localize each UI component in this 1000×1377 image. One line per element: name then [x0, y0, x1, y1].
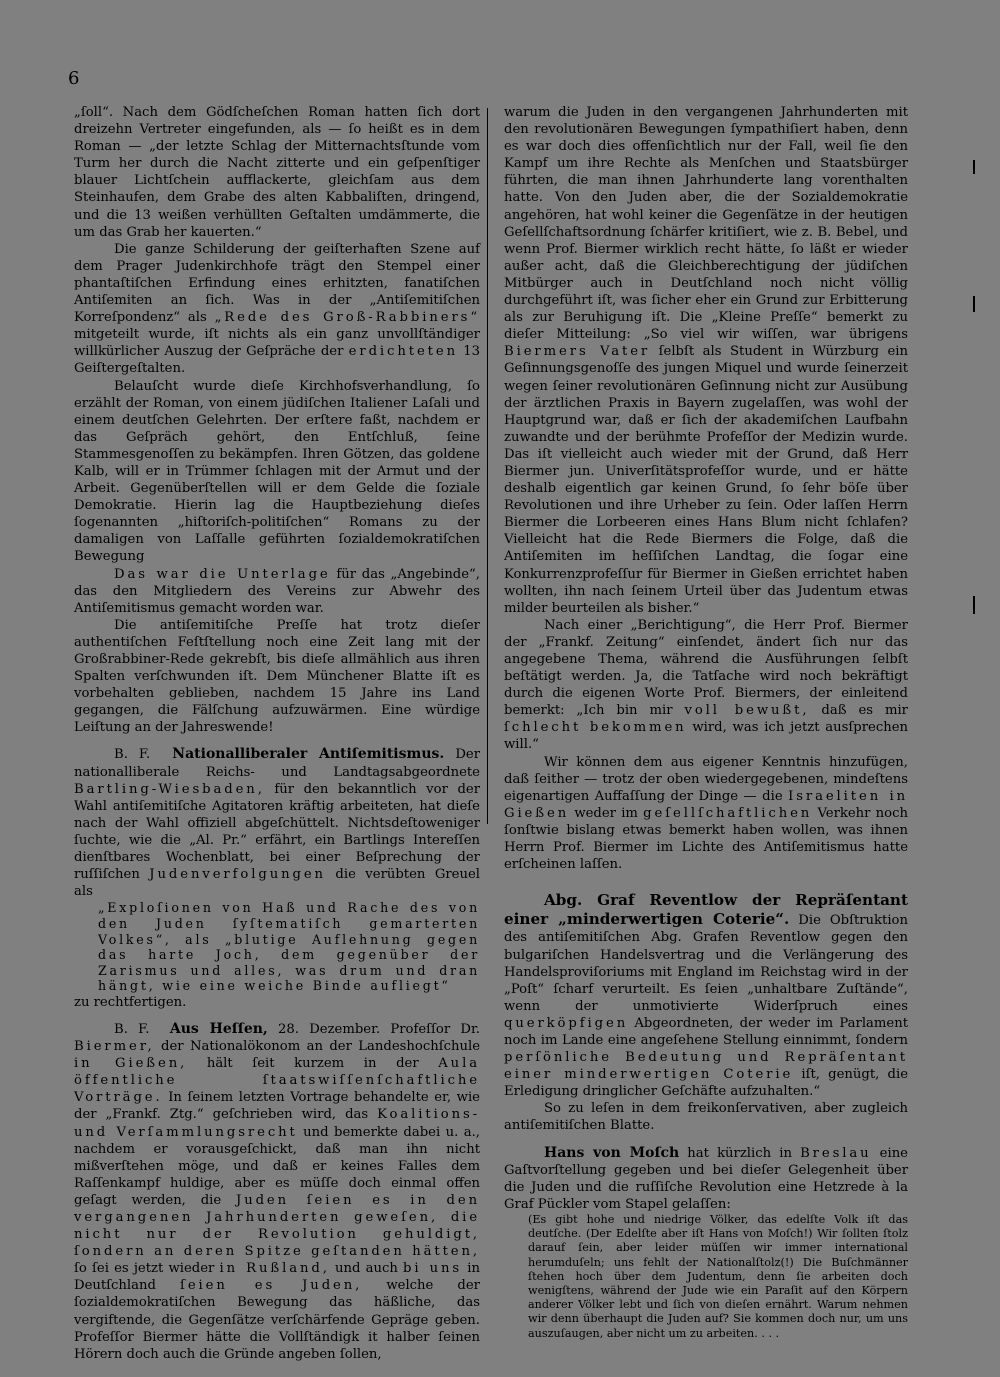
- article-heading: Hans von Moſch: [544, 1144, 680, 1161]
- article-aus-hessen: B. F. Aus Heſſen, 28. Dezember. Profeſſor Dr. Biermer, der Nationalökonom an der Landeshochſchule in Gießen, hält ſeit kurzem in der Aula öffentliche ſtaatswiſſenſchaftliche Vorträge. In ſeinem letzten Vortrage behandelte er, wie der „Frankf. Ztg.“ geſchrieben wird, das Koalitions- und Verſammlungsrecht und bemerkte dabei u. a., nachdem er vorausgeſchickt, daß man ihn nicht mißverſtehen möge, und daß er keines Falles dem Raſſenkampf huldige, aber es müſſe doch einmal offen geſagt werden, die Juden ſeien es in den vergangenen Jahrhunderten geweſen, die nicht nur der Revolution gehuldigt, ſondern an deren Spitze geſtanden hätten, ſo ſei es jetzt wieder in Rußland, und auch bi uns in Deutſchland ſeien es Juden, welche der ſozialdemokratiſchen Bewegung das häßliche, das vergiftende, die Gegenſätze verſchärfende Gepräge geben. Profeſſor Biermer hätte die Vollſtändigk it halber ſeinen Hörern doch auch die Gründe angeben ſollen,: [74, 1020, 481, 1362]
- page-number: 6: [68, 68, 80, 89]
- article-reventlow: Abg. Graf Reventlow der Repräſentant einer „minderwertigen Coterie“. Die Obſtruktion des antiſemitiſchen Abg. Grafen Reventlow gegen den bulgariſchen Handelsvertrag und die Verlängerung des Handelsproviſoriums mit England im Reichstag wird in der „Poſt“ ſcharf verurteilt. Es ſeien „unhaltbare Zuſtände“, wenn der unmotivierte Widerſpruch eines querköpfigen Abgeordneten, der weder im Parlament noch im Lande eine angeſehene Stellung einnimmt, ſondern perſönliche Bedeutung und Repräſentant einer minderwertigen Coterie iſt, genügt, die Erledigung dringlicher Geſchäfte aufzuhalten.“: [504, 891, 909, 1100]
- margin-mark: [973, 296, 975, 312]
- margin-mark: [973, 160, 975, 174]
- margin-mark: [973, 596, 975, 614]
- paragraph: „ſoll“. Nach dem Gödſcheſchen Roman hatten ſich dort dreizehn Vertreter eingefunden, als — ſo heißt es in dem Roman — „der letzte Schlag der Mitternachtsſtunde vom Turm her durch die Nacht zitterte und ein geſpenſtiger blauer Lichtſchein aufflackerte, gleichſam aus dem Steinhaufen, dem Grabe des alten Kabbaliſten, dringend, und die 13 weißen verhüllten Geſtalten umdämmerte, die um das Grab her kauerten.“: [74, 105, 480, 240]
- block-quote: (Es gibt hohe und niedrige Völker, das edelſte Volk iſt das deutſche. (Der Edelſte aber iſt Hans von Moſch!) Wir ſollten ſtolz darauf ſein, aber leider müſſen wir immer international herumduſeln; uns fehlt der Nationalſtolz(!) Die Buſchmänner ſtehen hoch über dem Judentum, denn ſie arbeiten doch wenigſtens, während der Jude wie ein Paraſit auf den Körpern anderer Völker lebt und ſich von dieſen ernährt. Warum nehmen wir denn überhaupt die Juden auf? Sie kommen doch nur, um uns auszuſaugen, aber nicht um zu arbeiten. . . .: [528, 1212, 908, 1340]
- article-heading: Nationalliberaler Antiſemitismus.: [172, 746, 445, 763]
- paragraph: Das war die Unterlage für das „Angebinde“, das den Mitgliedern des Vereins zur Abwehr des Antiſemitismus gemacht worden war.: [74, 566, 480, 616]
- paragraph: Die ganze Schilderung der geiſterhaften Szene auf dem Prager Judenkirchhofe trägt den Stempel einer phantaſtiſchen Erfindung eines erhitzten, fanatiſchen Antiſemiten an ſich. Was in der „Antiſemitiſchen Korreſpondenz“ als „Rede des Groß-Rabbiners“ mitgeteilt wurde, iſt nichts als ein ganz unvollſtändiger willkürlicher Auszug der Geſpräche der erdichteten 13 Geiſtergeſtalten.: [74, 241, 480, 377]
- paragraph: Die antiſemitiſche Preſſe hat trotz dieſer authentiſchen Feſtſtellung noch eine Zeit lang mit der Großrabbiner-Rede gekrebſt, bis dieſe allmählich aus ihren Spalten verſchwunden iſt. Dem Münchener Blatte iſt es vorbehalten geblieben, nachdem 15 Jahre ins Land gegangen, die Fälſchung aufzuwärmen. Eine würdige Leiſtung an der Jahreswende!: [74, 617, 480, 736]
- paragraph: Belauſcht wurde dieſe Kirchhofsverhandlung, ſo erzählt der Roman, von einem jüdiſchen Italiener Laſali und einem deutſchen Gelehrten. Der erſtere faßt, nachdem er das Geſpräch gehört, den Entſchluß, ſeine Stammesgenoſſen zu bekämpfen. Ihren Götzen, das goldene Kalb, will er in Trümmer ſchlagen mit der Armut und der Arbeit. Gegenüberſtellen will er dem Gelde die ſoziale Demokratie. Hierin lag die Hauptbeziehung dieſes ſogenannten „hiſtoriſch-politiſchen“ Romans zu der damaligen von Laſſalle geführten ſozialdemokratiſchen Bewegung: [74, 378, 480, 565]
- article-heading: Aus Heſſen,: [169, 1020, 268, 1037]
- paragraph: warum die Juden in den vergangenen Jahrhunderten mit den revolutionären Bewegungen ſympathiſiert haben, denn es war doch dies offenſichtlich nur der Fall, weil ſie den Kampf um ihre Rechte als Menſchen und Staatsbürger führten, die man ihnen Jahrhunderte lang vorenthalten hatte. Von den Juden aber, die der Sozialdemokratie angehören, hat wohl keiner die Gegenſätze in der heutigen Geſellſchaftsordnung ſchärfer kritiſiert, wie z. B. Bebel, und wenn Prof. Biermer wirklich recht hätte, ſo läßt er wieder außer acht, daß die Gleichberechtigung der jüdiſchen Mitbürger auch in Deutſchland noch nicht völlig durchgeführt iſt, was ſicher eher ein Grund zur Erbitterung als zur Beruhigung iſt. Die „Kleine Preſſe“ bemerkt zu dieſer Mitteilung: „So viel wir wiſſen, war übrigens Biermers Vater ſelbſt als Student in Würzburg ein Geſinnungsgenoſſe des jungen Miquel und wurde ſeinerzeit wegen ſeiner revolutionären Geſinnung nicht zur Ausübung der ärztlichen Praxis in Bayern zugelaſſen, was wohl der Hauptgrund war, daß er ſich der akademiſchen Laufbahn zuwandte und der berühmte Profeſſor der Medizin wurde. Das iſt vielleicht auch wieder mit der Grund, daß Herr Biermer jun. Univerſitätsprofeſſor wurde, und er hätte deshalb eigentlich gar keinen Grund, ſo ſehr böſe über Revolutionen und ihre Urheber zu ſein. Oder laſſen Herrn Biermer die Lorbeeren eines Hans Blum nicht ſchlafen? Vielleicht hat die Rede Biermers die Folge, daß die Antiſemiten im heſſiſchen Landtag, die ſogar eine Konkurrenzprofeſſur für Biermer in Gießen errichtet haben wollten, ihn nach ſeinem Urteil über das Judentum etwas milder beurteilen als bisher.“: [504, 105, 909, 616]
- signature: B. F.: [114, 1021, 150, 1037]
- block-quote: „Exploſionen von Haß und Rache des von den Juden ſyſtematiſch gemarterten Volkes“, als „blutige Auflehnung gegen das harte Joch, dem gegenüber der Zarismus und alles, was drum und dran hängt, wie eine weiche Binde aufliegt“: [98, 900, 480, 994]
- article-nationalliberaler: B. F. Nationalliberaler Antiſemitismus. Der nationalliberale Reichs- und Landtagsabgeordnete Bartling-Wiesbaden, für den bekanntlich vor der Wahl antiſemitiſche Agitatoren kräftig arbeiteten, hat dieſe nach der Wahl offiziell abgeſchüttelt. Nichtsdeſtoweniger ſuchte, wie die „Al. Pr.“ erfährt, ein Bartlings Intereſſen dienſtbares Wochenblatt, bei einer Beſprechung der ruſſiſchen Judenverfolgungen die verübten Greuel als: [74, 746, 480, 900]
- paragraph: Wir können dem aus eigener Kenntnis hinzufügen, daß ſeither — trotz der oben wiedergegebenen, mindeſtens eigenartigen Auffaſſung der Dinge — die Israeliten in Gießen weder im geſellſchaftlichen Verkehr noch ſonſtwie bislang etwas bemerkt haben wollen, was ihnen Herrn Prof. Biermer im Lichte des Antiſemitismus hatte erſcheinen laſſen.: [504, 754, 908, 873]
- paragraph: Nach einer „Berichtigung“, die Herr Prof. Biermer der „Frankf. Zeitung“ einſendet, ändert ſich nur das angegebene Thema, während die Ausführungen ſelbſt beſtätigt werden. Ja, die Tatſache wird noch bekräftigt durch die eigenen Worte Prof. Biermers, der einleitend bemerkt: „Ich bin mir voll bewußt, daß es mir ſchlecht bekommen wird, was ich jetzt ausſprechen will.“: [504, 617, 908, 753]
- column-divider: [487, 108, 488, 824]
- article-hans-von-mosch: Hans von Moſch hat kürzlich in Breslau eine Gaſtvorſtellung gegeben und bei dieſer Gelegenheit über die Juden und die ruſſiſche Revolution eine Hetzrede à la Graf Pückler vom Stapel gelaſſen:: [504, 1144, 908, 1212]
- article-heading: Abg. Graf Reventlow der Repräſentant einer „minderwertigen Coterie“.: [504, 891, 908, 929]
- paragraph: So zu leſen in dem freikonſervativen, aber zugleich antiſemitiſchen Blatte.: [504, 1101, 908, 1134]
- signature: B. F.: [114, 747, 151, 763]
- left-column: [74, 104, 480, 1363]
- paragraph: zu rechtfertigen.: [74, 994, 187, 1010]
- right-column: [504, 104, 908, 1341]
